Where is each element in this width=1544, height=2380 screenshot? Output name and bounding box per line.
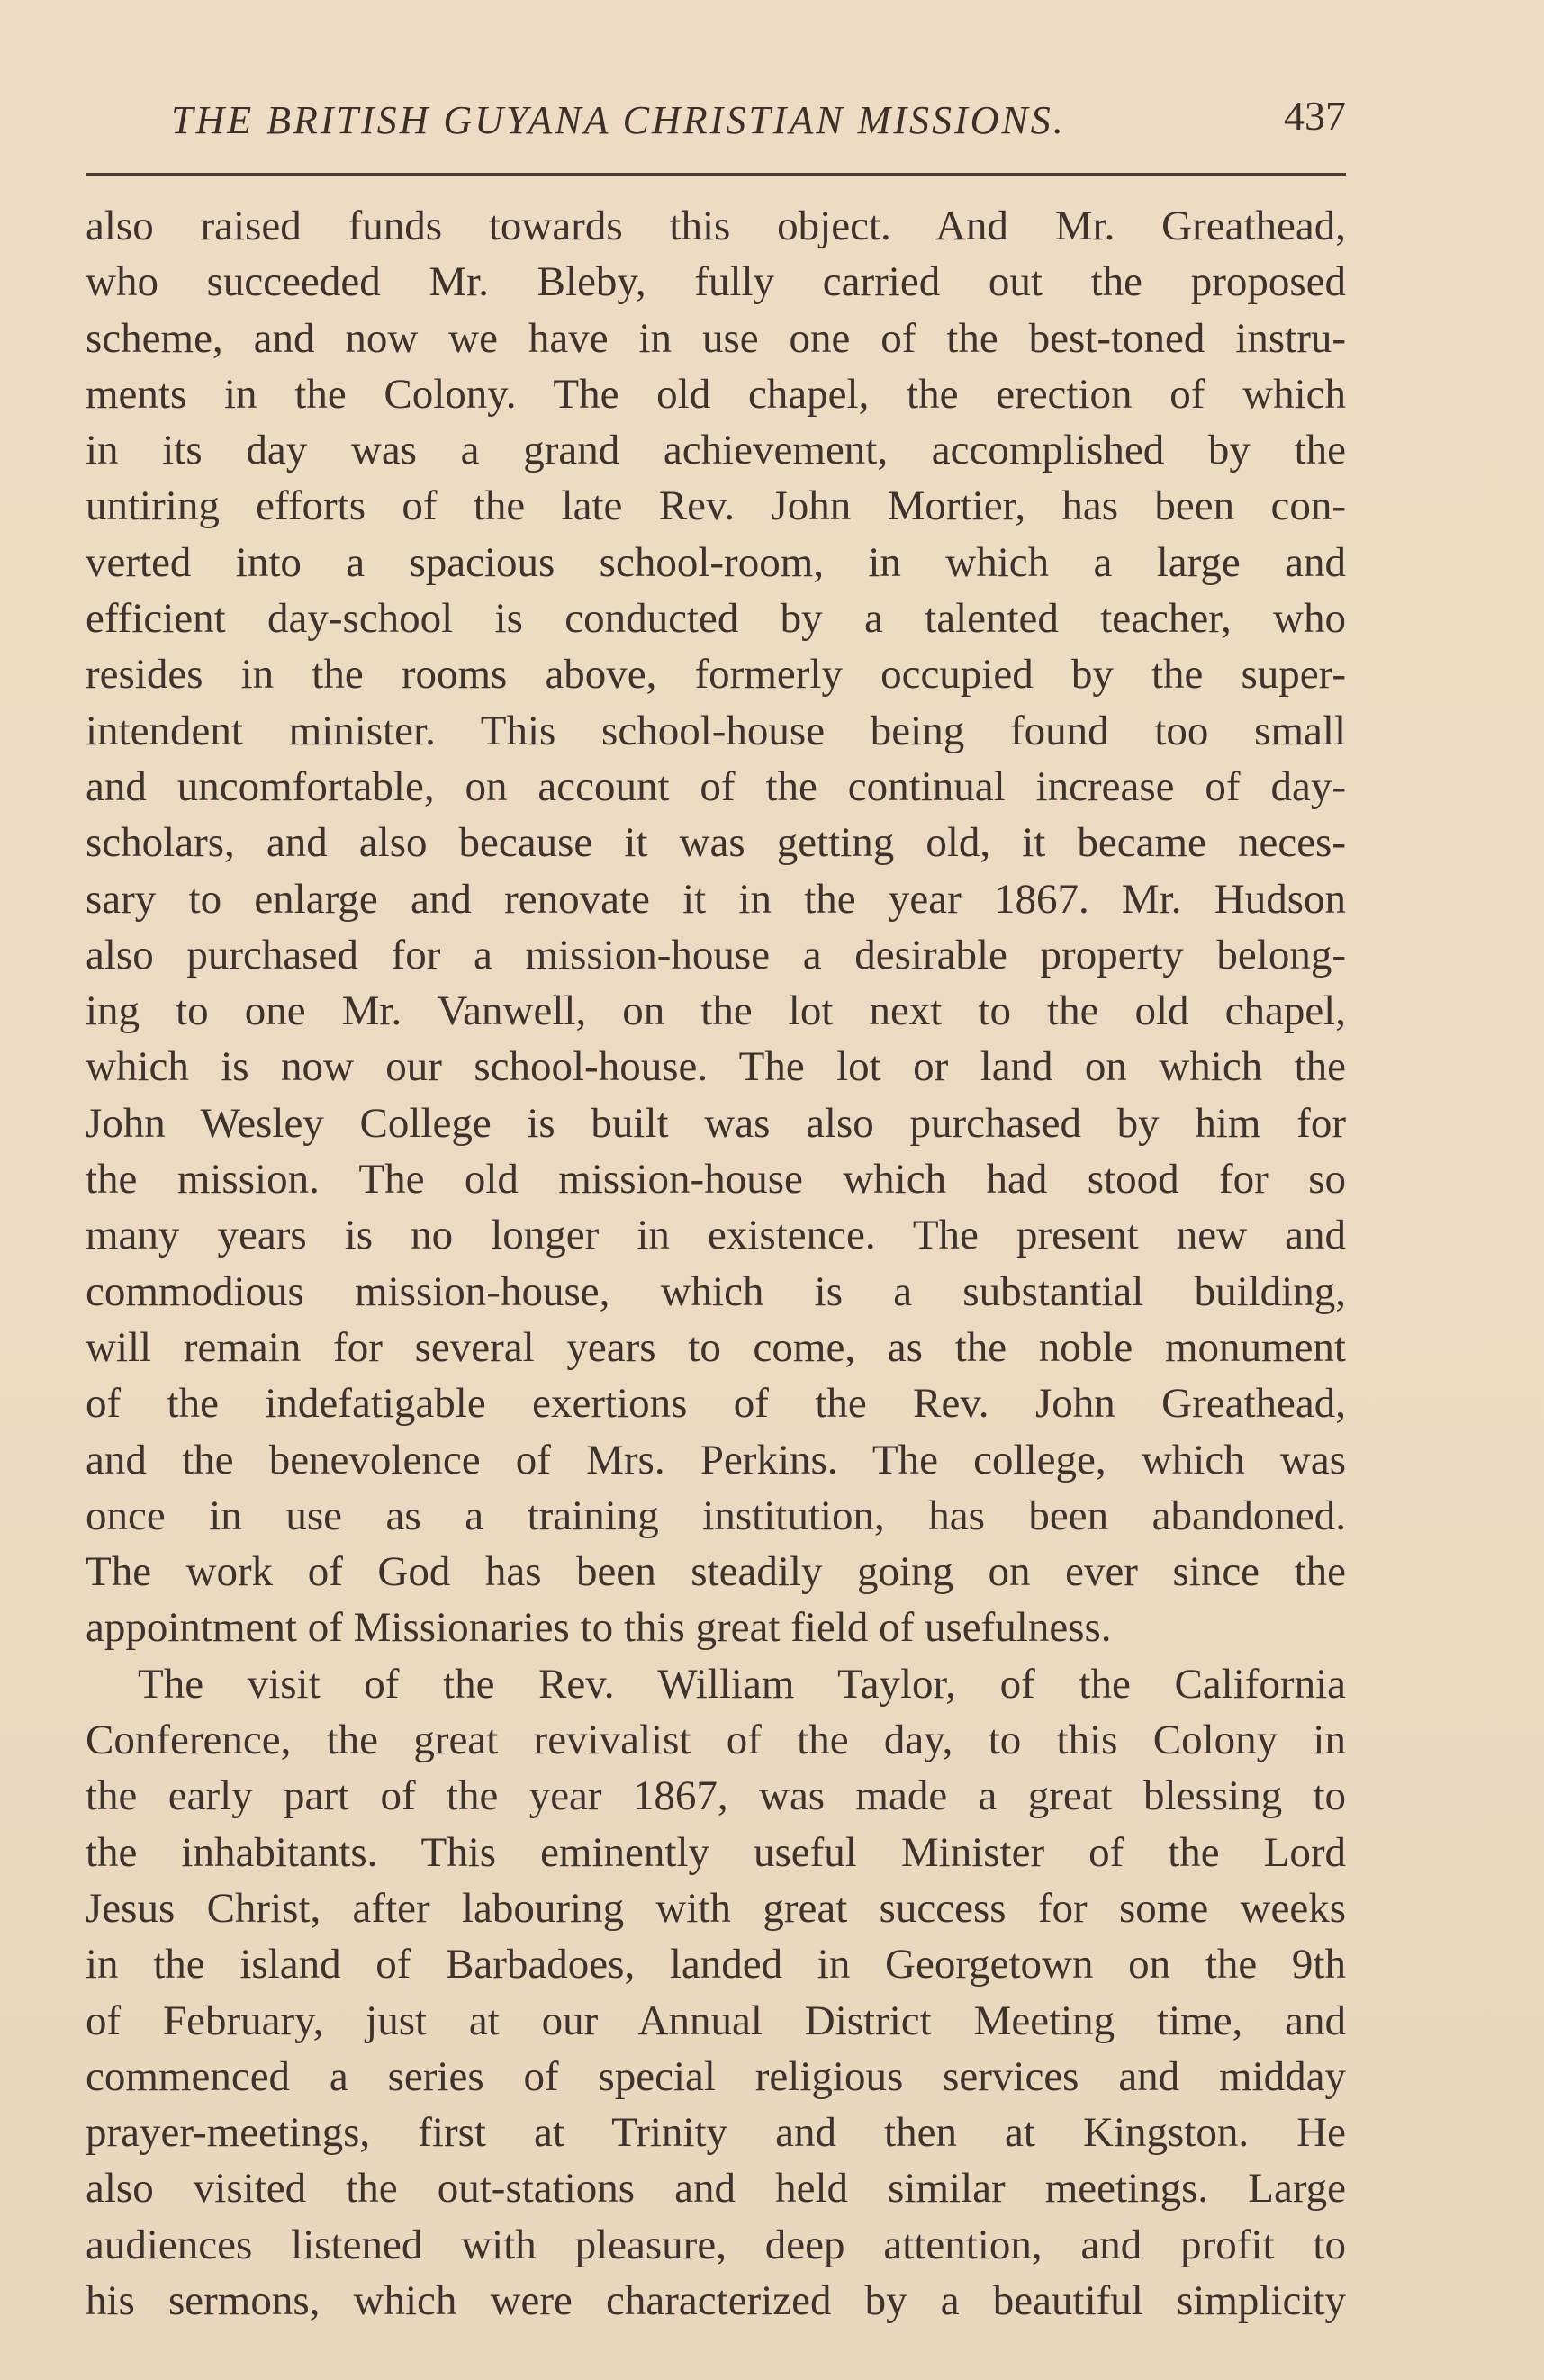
running-head — [86, 90, 1346, 153]
text-line: of February, just at our Annual District Meeting time, and — [86, 1997, 1346, 2044]
text-line: and uncomfortable, on account of the continual increase of day- — [86, 762, 1346, 810]
text-line: The work of God has been steadily going on ever since the — [86, 1548, 1346, 1596]
text-line: The visit of the Rev. William Taylor, of the California — [138, 1660, 1346, 1708]
text-line: will remain for several years to come, as the noble monument — [86, 1323, 1346, 1371]
text-line: the inhabitants. This eminently useful Minister of the Lord — [86, 1828, 1346, 1876]
text-line: the mission. The old mission-house which had stood for so — [86, 1156, 1346, 1204]
text-line: also purchased for a mission-house a desirable property belong- — [86, 931, 1346, 978]
text-line: in the island of Barbadoes, landed in Georgetown on the 9th — [86, 1941, 1346, 1988]
text-line: untiring efforts of the late Rev. John Mortier, has been con- — [86, 482, 1346, 530]
text-line: efficient day-school is conducted by a talented teacher, who — [86, 595, 1346, 643]
body-text — [86, 198, 1346, 2329]
page-number: 437 — [1284, 93, 1346, 139]
text-line: and the benevolence of Mrs. Perkins. The college, which was — [86, 1436, 1346, 1483]
text-line: Jesus Christ, after labouring with great success for some weeks — [86, 1884, 1346, 1932]
text-line: Conference, the great revivalist of the day, to this Colony in — [86, 1717, 1346, 1764]
text-line: his sermons, which were characterized by a beautiful simplicity — [86, 2276, 1346, 2324]
header-rule — [86, 173, 1346, 176]
text-line: prayer-meetings, first at Trinity and then at Kingston. He — [86, 2109, 1346, 2157]
text-line: sary to enlarge and renovate it in the year 1867. Mr. Hudson — [86, 875, 1346, 923]
text-line: appointment of Missionaries to this great field of usefulness. — [86, 1604, 1112, 1652]
text-line: the early part of the year 1867, was made a great blessing to — [86, 1772, 1346, 1820]
text-line: many years is no longer in existence. The present new and — [86, 1212, 1346, 1259]
text-line: commenced a series of special religious services and midday — [86, 2052, 1346, 2100]
text-line: who succeeded Mr. Bleby, fully carried out the proposed — [86, 258, 1346, 306]
text-line: of the indefatigable exertions of the Rev. John Greathead, — [86, 1380, 1346, 1428]
text-line: scheme, and now we have in use one of the best-toned instru- — [86, 314, 1346, 362]
text-line: John Wesley College is built was also purchased by him for — [86, 1099, 1346, 1147]
text-line: once in use as a training institution, has been abandoned. — [86, 1492, 1346, 1539]
text-line: also visited the out-stations and held similar meetings. Large — [86, 2165, 1346, 2213]
text-line: which is now our school-house. The lot or land on which the — [86, 1043, 1346, 1091]
text-line: verted into a spacious school-room, in which a large and — [86, 538, 1346, 586]
text-line: resides in the rooms above, formerly occupied by the super- — [86, 651, 1346, 699]
text-line: also raised funds towards this object. And Mr. Greathead, — [86, 203, 1346, 249]
text-line: intendent minister. This school-house being found too small — [86, 707, 1346, 754]
text-line: commodious mission-house, which is a substantial building, — [86, 1267, 1346, 1315]
text-line: ing to one Mr. Vanwell, on the lot next to the old chapel, — [86, 987, 1346, 1035]
text-line: in its day was a grand achievement, accomplished by the — [86, 427, 1346, 474]
text-line: scholars, and also because it was getting old, it became neces- — [86, 819, 1346, 867]
text-line: audiences listened with pleasure, deep attention, and profit to — [86, 2221, 1346, 2268]
text-line: ments in the Colony. The old chapel, the erection of which — [86, 370, 1346, 418]
running-title: THE BRITISH GUYANA CHRISTIAN MISSIONS. — [171, 98, 1066, 142]
